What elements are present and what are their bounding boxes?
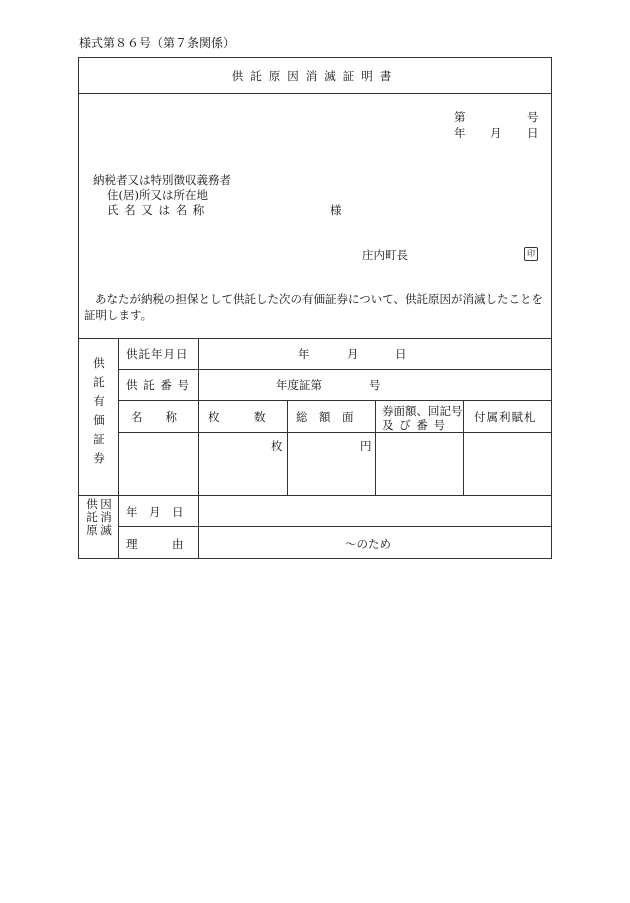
deposit-date-month: 月 (347, 347, 359, 361)
number-dai: 第 (454, 110, 466, 124)
issuer-title: 庄内町長 (362, 248, 408, 262)
statement-text: あなたが納税の担保として供託した次の有価証券について、供託原因が消滅したことを証明します。 (84, 292, 544, 322)
col-name-header: 名 称 (131, 410, 177, 424)
row-divider-1 (118, 369, 551, 370)
divider-title (79, 93, 551, 94)
label-column-divider (198, 338, 199, 558)
count-unit: 枚 (271, 439, 283, 453)
side-column-divider (118, 338, 119, 558)
extinction-side-label-col1: 供託原 (86, 497, 98, 537)
honorific: 様 (330, 203, 342, 217)
column-divider-count (287, 400, 288, 495)
name-label: 氏 名 又 は 名 称 (107, 203, 206, 217)
date-month: 月 (490, 126, 502, 140)
date-day: 日 (527, 126, 539, 140)
extinction-side-label-col2: 因消滅 (100, 497, 112, 537)
extinction-date-label: 年 月 日 (126, 505, 184, 519)
number-go: 号 (527, 110, 539, 124)
deposit-date-year: 年 (298, 347, 310, 361)
row-divider-3 (118, 432, 551, 433)
col-count-header: 枚 数 (208, 410, 266, 424)
deposit-number-prefix: 年度証第 (276, 378, 322, 392)
address-label: 住(居)所又は所在地 (107, 188, 208, 202)
deposit-number-label: 供 託 番 号 (126, 378, 190, 392)
seal-mark: 印 (524, 247, 538, 261)
deposit-date-label: 供託年月日 (126, 347, 189, 361)
row-divider-4 (118, 526, 551, 527)
extinction-reason-value: 〜のため (345, 537, 391, 551)
securities-side-label: 供託有価証券 (93, 356, 105, 465)
form-title: 供託原因消滅証明書 (231, 69, 399, 83)
col-denomination-header-1: 券面額、回記号 (382, 404, 463, 418)
divider-statement (79, 338, 551, 339)
date-year: 年 (454, 126, 466, 140)
col-total-header: 総 額 面 (296, 410, 354, 424)
form-number: 様式第８６号（第７条関係） (79, 36, 236, 50)
addressee-heading: 納税者又は特別徴収義務者 (93, 173, 231, 187)
col-denomination-header-2: 及 び 番 号 (382, 418, 446, 432)
certificate-form (78, 57, 552, 559)
extinction-reason-label: 理 由 (126, 537, 184, 551)
deposit-date-day: 日 (395, 347, 407, 361)
column-divider-denomination (463, 400, 464, 495)
section-divider (79, 495, 551, 496)
deposit-number-suffix: 号 (369, 378, 381, 392)
total-unit: 円 (360, 439, 372, 453)
col-coupons-header: 付属利賦札 (474, 410, 537, 424)
row-divider-2 (118, 400, 551, 401)
column-divider-total (375, 400, 376, 495)
